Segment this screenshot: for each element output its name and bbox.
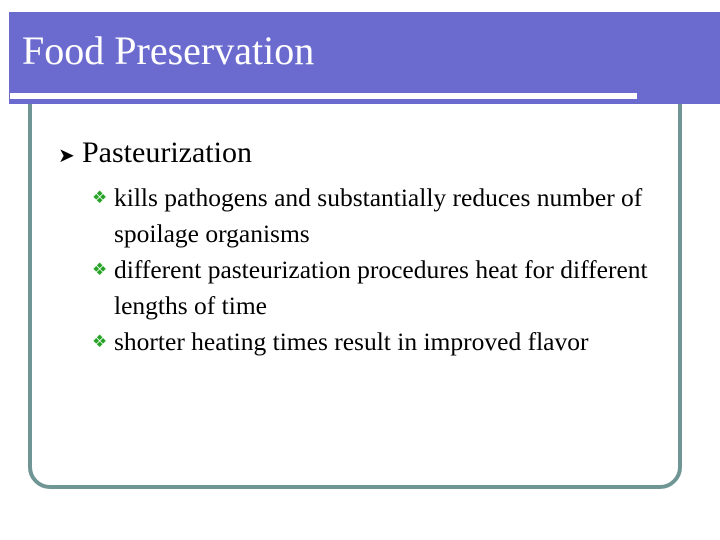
list-item-text: different pasteurization procedures heat for different lengths of time [114, 255, 648, 320]
diamond-bullet-icon: ❖ [92, 260, 108, 279]
heading-bullet [58, 136, 252, 170]
list-item [92, 252, 682, 324]
slide-title: Food Preservation [22, 28, 315, 73]
list-item-text: kills pathogens and substantially reduces number of spoilage organisms [114, 183, 643, 248]
list-item [92, 180, 682, 252]
list-item [92, 324, 682, 360]
list-item-text: shorter heating times result in improved flavor [114, 327, 589, 356]
diamond-bullet-icon: ❖ [92, 188, 108, 207]
sub-bullet-list [92, 180, 682, 360]
arrow-bullet-icon: ➤ [58, 145, 75, 167]
heading-text: Pasteurization [82, 136, 252, 169]
title-underline [10, 93, 637, 99]
diamond-bullet-icon: ❖ [92, 332, 108, 351]
